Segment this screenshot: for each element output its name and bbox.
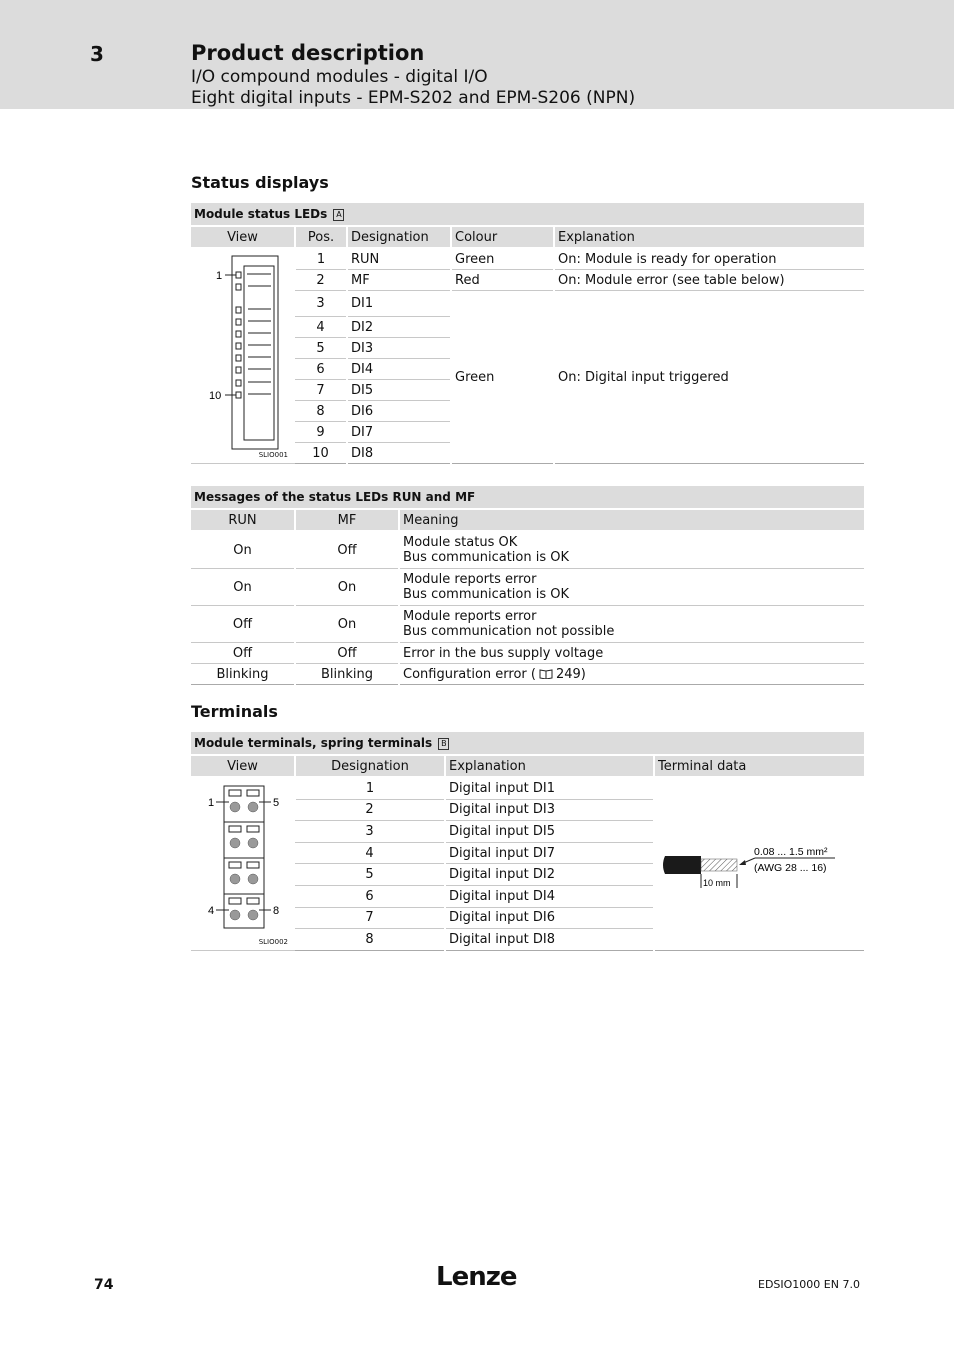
meaning-cell: [399, 569, 864, 606]
led-module-diagram: [191, 249, 295, 463]
explanation-cell: On: Module error (see table below): [554, 270, 864, 291]
run-cell: On: [191, 531, 295, 569]
book-icon: [539, 668, 553, 679]
table-row: [191, 777, 864, 799]
subtitle-1: I/O compound modules - digital I/O: [191, 67, 488, 87]
module-status-leds-table: [191, 203, 864, 464]
meaning-text: Configuration error (: [403, 666, 536, 682]
col-header-run: RUN: [191, 509, 295, 531]
figure-code: SLIO002: [258, 938, 288, 946]
pos-cell: 4: [295, 317, 347, 338]
terminal-label-4: 4: [208, 905, 215, 917]
col-header-colour: Colour: [451, 226, 554, 248]
designation-cell: DI6: [347, 401, 451, 422]
designation-cell: 7: [295, 907, 445, 929]
designation-cell: DI1: [347, 291, 451, 317]
explanation-cell: Digital input DI5: [445, 821, 654, 843]
pos-cell: 2: [295, 270, 347, 291]
designation-cell: DI7: [347, 422, 451, 443]
chapter-title: Product description: [191, 41, 425, 65]
col-header-explanation: Explanation: [554, 226, 864, 248]
table-row: [191, 569, 864, 606]
stripped-conductor: [701, 859, 737, 871]
run-cell: Off: [191, 606, 295, 643]
designation-cell: DI8: [347, 443, 451, 464]
awg-label: (AWG 28 ... 16): [754, 862, 827, 874]
status-messages-table: [191, 486, 864, 685]
page-reference-link[interactable]: 249): [555, 666, 586, 682]
pos-cell: 9: [295, 422, 347, 443]
colour-cell: Green: [451, 291, 554, 464]
meaning-cell: [399, 606, 864, 643]
mf-cell: Blinking: [295, 664, 399, 685]
pos-cell: 8: [295, 401, 347, 422]
subtitle-2: Eight digital inputs - EPM-S202 and EPM-S206 (NPN): [191, 88, 636, 108]
pos-cell: 1: [295, 248, 347, 270]
table-row: [191, 664, 864, 685]
mf-cell: Off: [295, 643, 399, 664]
explanation-cell: Digital input DI6: [445, 907, 654, 929]
terminal-data-figure: [654, 777, 864, 951]
table-row: [191, 606, 864, 643]
colour-cell: Green: [451, 248, 554, 270]
designation-cell: 6: [295, 886, 445, 908]
meaning-line-2: Bus communication is OK: [403, 587, 570, 602]
explanation-cell: Digital input DI1: [445, 777, 654, 799]
designation-cell: 5: [295, 864, 445, 886]
designation-cell: 8: [295, 929, 445, 951]
run-cell: Blinking: [191, 664, 295, 685]
explanation-cell: On: Module is ready for operation: [554, 248, 864, 270]
designation-cell: 3: [295, 821, 445, 843]
col-header-view: View: [191, 755, 295, 777]
table-caption: [191, 732, 864, 755]
pos-cell: 6: [295, 359, 347, 380]
meaning-line-1: Module reports error: [403, 609, 537, 624]
col-header-designation: Designation: [295, 755, 445, 777]
mf-cell: On: [295, 606, 399, 643]
figure-code: SLIO001: [258, 451, 288, 459]
designation-cell: 2: [295, 799, 445, 821]
chapter-number: 3: [90, 42, 104, 66]
table-row: [191, 248, 864, 270]
designation-cell: 1: [295, 777, 445, 799]
designation-cell: DI5: [347, 380, 451, 401]
terminals-heading: Terminals: [191, 702, 278, 721]
meaning-cell: Error in the bus supply voltage: [399, 643, 864, 664]
pos-cell: 10: [295, 443, 347, 464]
status-displays-heading: Status displays: [191, 173, 329, 192]
col-header-mf: MF: [295, 509, 399, 531]
caption-marker: B: [438, 738, 449, 750]
table-caption: Messages of the status LEDs RUN and MF: [191, 486, 864, 509]
pos-cell: 7: [295, 380, 347, 401]
wire-insulation: [663, 856, 701, 874]
explanation-cell: Digital input DI4: [445, 886, 654, 908]
col-header-explanation: Explanation: [445, 755, 654, 777]
terminal-label-8: 8: [273, 905, 280, 917]
explanation-cell: Digital input DI2: [445, 864, 654, 886]
caption-text: Module terminals, spring terminals: [194, 736, 433, 750]
spring-terminal-diagram: [191, 778, 295, 950]
led-label-1: 1: [216, 270, 223, 282]
col-header-designation: Designation: [347, 226, 451, 248]
meaning-line-1: Module status OK: [403, 535, 518, 550]
run-cell: Off: [191, 643, 295, 664]
designation-cell: DI4: [347, 359, 451, 380]
meaning-line-2: Bus communication is OK: [403, 550, 570, 565]
table-row: [191, 643, 864, 664]
pos-cell: 5: [295, 338, 347, 359]
terminal-label-5: 5: [273, 797, 280, 809]
run-cell: On: [191, 569, 295, 606]
col-header-terminal-data: Terminal data: [654, 755, 864, 777]
designation-cell: RUN: [347, 248, 451, 270]
caption-marker: A: [333, 209, 344, 221]
terminal-view-figure: [191, 777, 295, 951]
designation-cell: DI2: [347, 317, 451, 338]
explanation-cell: Digital input DI8: [445, 929, 654, 951]
led-view-figure: [191, 248, 295, 464]
document-id: EDSIO1000 EN 7.0: [758, 1278, 860, 1291]
mf-cell: On: [295, 569, 399, 606]
led-label-10: 10: [209, 390, 222, 402]
cross-section-label: 0.08 ... 1.5 mm²: [754, 846, 828, 858]
strip-length-label: 10 mm: [703, 878, 731, 888]
pos-cell: 3: [295, 291, 347, 317]
wire-strip-diagram: [655, 778, 865, 950]
colour-cell: Red: [451, 270, 554, 291]
meaning-cell: [399, 531, 864, 569]
explanation-cell: Digital input DI3: [445, 799, 654, 821]
designation-cell: 4: [295, 842, 445, 864]
lenze-logo: Lenze: [436, 1262, 517, 1292]
terminal-label-1: 1: [208, 797, 215, 809]
col-header-meaning: Meaning: [399, 509, 864, 531]
meaning-line-2: Bus communication not possible: [403, 624, 615, 639]
page-number: 74: [94, 1277, 114, 1293]
meaning-cell: [399, 664, 864, 685]
col-header-pos: Pos.: [295, 226, 347, 248]
meaning-line-1: Module reports error: [403, 572, 537, 587]
explanation-cell: Digital input DI7: [445, 842, 654, 864]
designation-cell: DI3: [347, 338, 451, 359]
col-header-view: View: [191, 226, 295, 248]
caption-text: Module status LEDs: [194, 207, 328, 221]
table-row: [191, 531, 864, 569]
mf-cell: Off: [295, 531, 399, 569]
explanation-cell: On: Digital input triggered: [554, 291, 864, 464]
module-terminals-table: [191, 732, 864, 951]
designation-cell: MF: [347, 270, 451, 291]
table-caption: [191, 203, 864, 226]
